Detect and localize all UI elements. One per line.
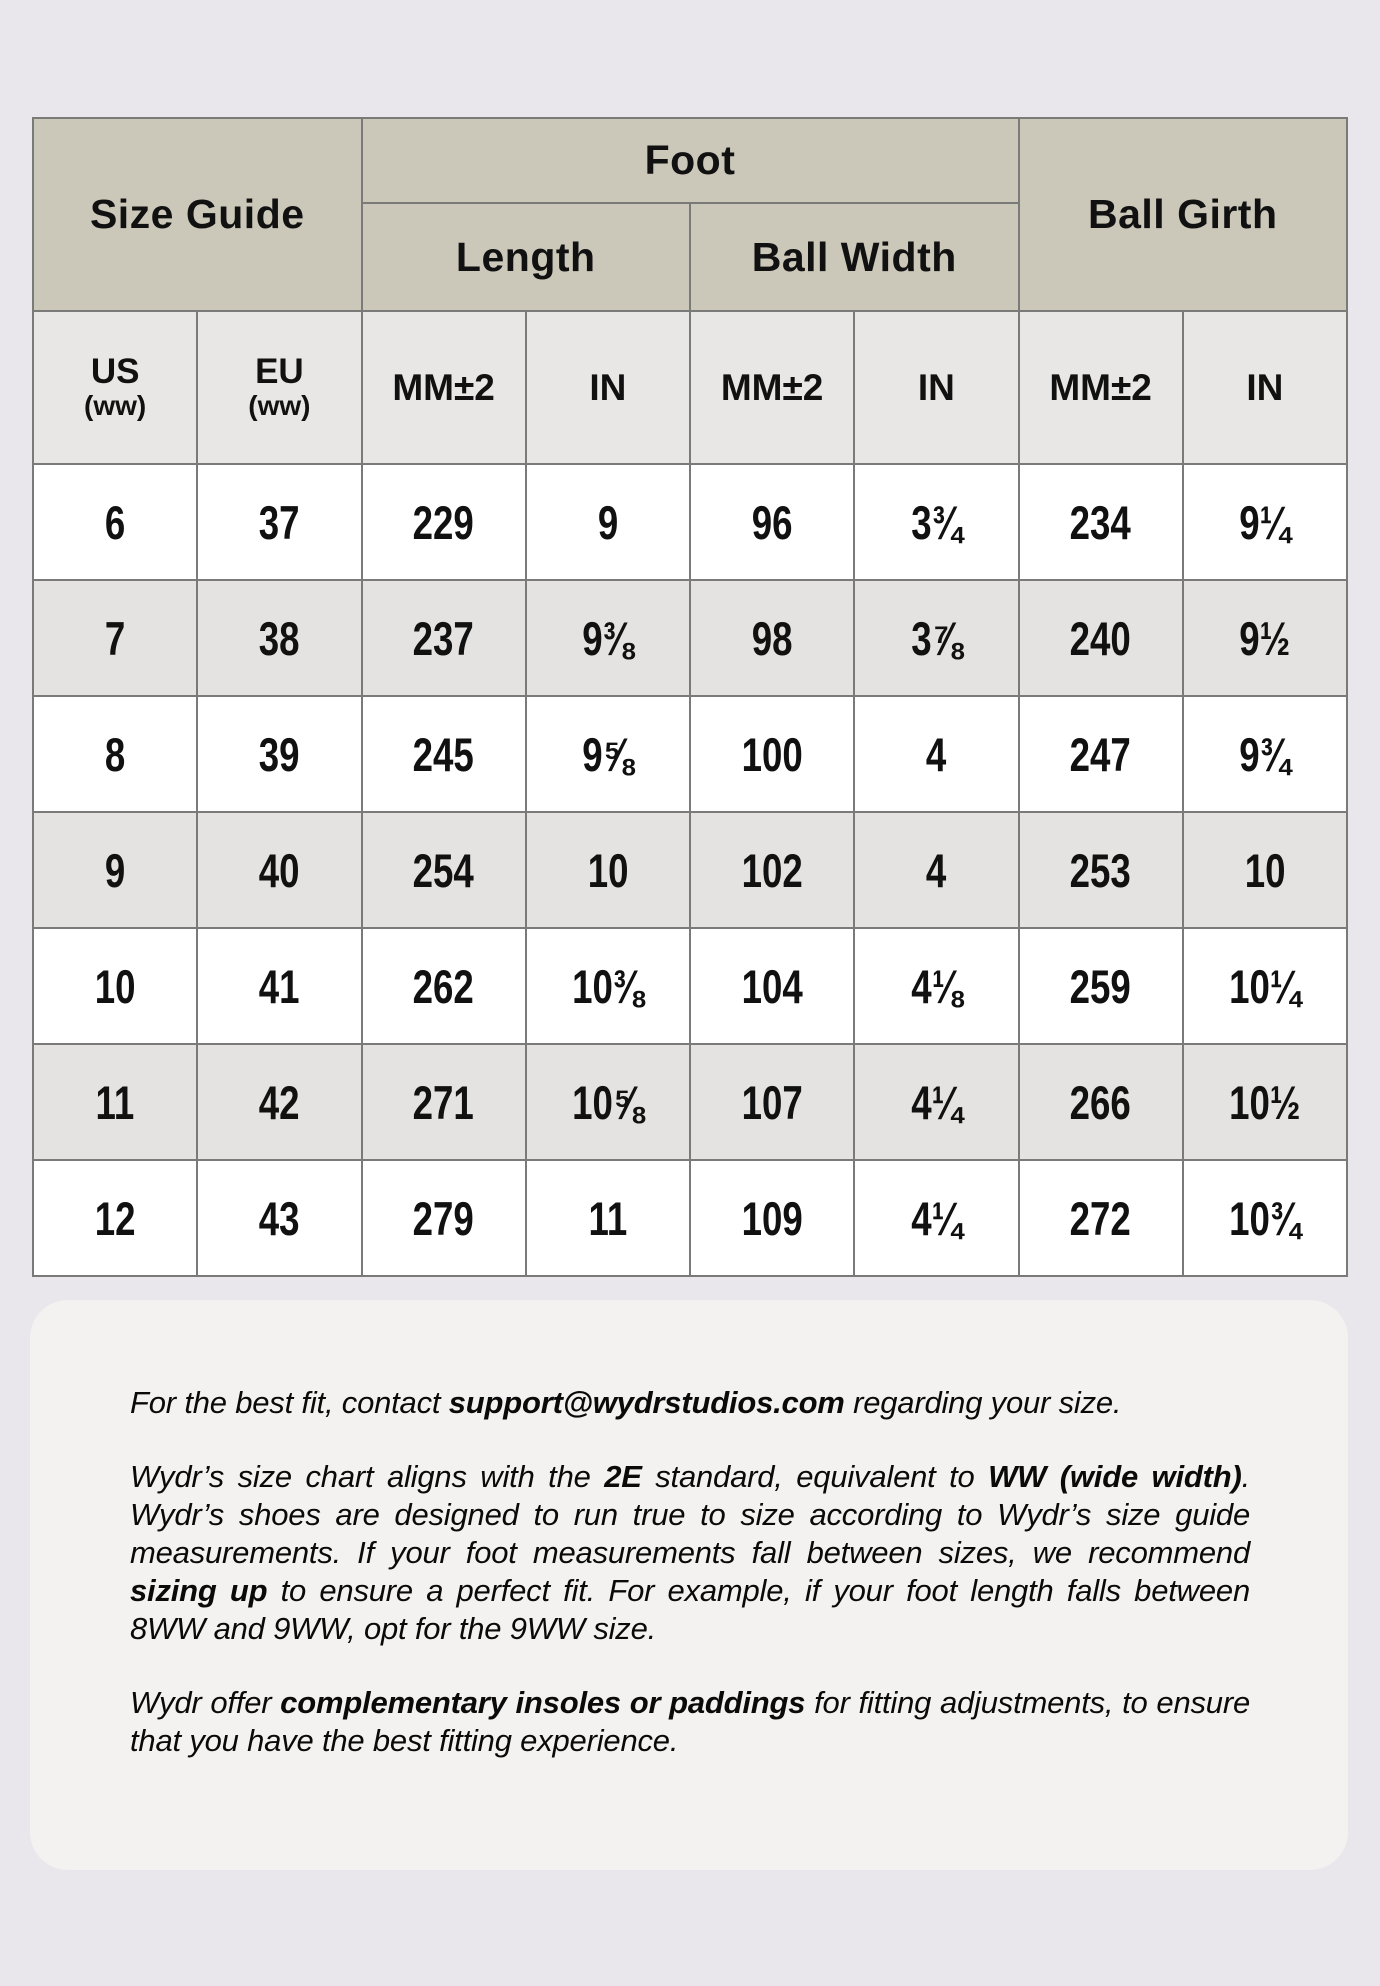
cell-value: 100 [741, 727, 803, 781]
note-text: to ensure a perfect fit. For example, if your foot length falls between 8WW and 9WW, opt for the 9WW size. [130, 1573, 1250, 1646]
length-header: Length [362, 203, 691, 311]
table-row [33, 464, 1347, 580]
table-cell [1183, 928, 1347, 1044]
table-cell [854, 812, 1018, 928]
cell-value: 9¾ [1239, 727, 1291, 781]
table-row [33, 580, 1347, 696]
cell-value: 3⅞ [910, 611, 962, 665]
col-header-ballgirth-mm [1019, 311, 1183, 464]
table-cell [1019, 696, 1183, 812]
table-cell [362, 464, 526, 580]
table-cell [1183, 696, 1347, 812]
cell-value: 4¼ [910, 1191, 962, 1245]
table-cell [362, 580, 526, 696]
col-header-length-in-label: IN [589, 366, 627, 408]
table-cell [526, 464, 690, 580]
col-header-length-in [526, 311, 690, 464]
table-cell [690, 464, 854, 580]
table-cell [33, 580, 197, 696]
col-header-ballwidth-in-label: IN [917, 366, 955, 408]
table-cell [197, 1044, 361, 1160]
table-cell [1183, 1044, 1347, 1160]
table-cell [526, 1160, 690, 1276]
cell-value: 10¾ [1229, 1191, 1301, 1245]
table-cell [33, 696, 197, 812]
cell-value: 10⅜ [572, 959, 644, 1013]
table-cell [854, 928, 1018, 1044]
cell-value: 6 [104, 495, 126, 549]
cell-value: 229 [413, 495, 475, 549]
col-header-eu-label: EU [255, 352, 304, 392]
table-cell [33, 812, 197, 928]
ball-width-header: Ball Width [690, 203, 1019, 311]
table-cell [690, 1160, 854, 1276]
size-guide-header: Size Guide [33, 118, 362, 311]
cell-value: 109 [741, 1191, 803, 1245]
note-text: Wydr offer [130, 1685, 281, 1720]
fit-note-box [30, 1300, 1348, 1870]
cell-value: 10 [587, 843, 629, 897]
cell-value: 245 [413, 727, 475, 781]
col-header-length-mm-label: MM±2 [392, 366, 495, 408]
col-header-ballwidth-in [854, 311, 1018, 464]
table-row [33, 812, 1347, 928]
table-cell [197, 812, 361, 928]
cell-value: 40 [258, 843, 300, 897]
table-cell [690, 928, 854, 1044]
table-cell [33, 928, 197, 1044]
cell-value: 259 [1070, 959, 1132, 1013]
col-header-us-sub: (ww) [84, 390, 147, 421]
cell-value: 4¼ [910, 1075, 962, 1129]
note-bold-text: support@wydrstudios.com [448, 1385, 845, 1420]
table-cell [854, 580, 1018, 696]
col-header-ballwidth-mm [690, 311, 854, 464]
table-cell [1019, 812, 1183, 928]
cell-value: 4 [926, 843, 947, 897]
table-cell [854, 1160, 1018, 1276]
cell-value: 11 [588, 1191, 628, 1245]
cell-value: 4 [926, 727, 947, 781]
note-text: standard, equivalent to [641, 1459, 989, 1494]
table-row [33, 696, 1347, 812]
table-cell [1183, 464, 1347, 580]
cell-value: 272 [1070, 1191, 1132, 1245]
cell-value: 38 [258, 611, 300, 665]
cell-value: 39 [258, 727, 300, 781]
col-header-us-label: US [90, 352, 140, 392]
cell-value: 9 [104, 843, 126, 897]
table-cell [362, 812, 526, 928]
col-header-length-mm [362, 311, 526, 464]
cell-value: 10¼ [1229, 959, 1301, 1013]
cell-value: 9⅜ [582, 611, 634, 665]
table-cell [1183, 812, 1347, 928]
ball-girth-header: Ball Girth [1019, 118, 1348, 311]
table-cell [690, 696, 854, 812]
note-bold-text: 2E [604, 1459, 642, 1494]
table-cell [33, 1160, 197, 1276]
cell-value: 279 [413, 1191, 475, 1245]
cell-value: 9¼ [1239, 495, 1291, 549]
cell-value: 253 [1070, 843, 1132, 897]
cell-value: 240 [1070, 611, 1132, 665]
cell-value: 104 [741, 959, 803, 1013]
table-cell [1183, 1160, 1347, 1276]
table-cell [526, 812, 690, 928]
cell-value: 107 [741, 1075, 803, 1129]
size-guide-table [32, 117, 1348, 1277]
col-header-eu [197, 311, 361, 464]
table-cell [854, 696, 1018, 812]
table-cell [33, 1044, 197, 1160]
table-cell [526, 696, 690, 812]
table-cell [526, 1044, 690, 1160]
cell-value: 266 [1070, 1075, 1132, 1129]
note-text: . Wydr’s shoes are designed to run true to size according to Wydr’s size guide measurements. If your foot measurements fall between sizes, we recommend [130, 1459, 1250, 1570]
col-header-ballgirth-mm-label: MM±2 [1049, 366, 1152, 408]
col-header-ballwidth-mm-label: MM±2 [720, 366, 824, 408]
col-header-us [33, 311, 197, 464]
cell-value: 271 [413, 1075, 475, 1129]
note-text: Wydr’s size chart aligns with the [130, 1459, 605, 1494]
table-row [33, 928, 1347, 1044]
table-cell [1019, 1044, 1183, 1160]
table-cell [690, 812, 854, 928]
cell-value: 8 [104, 727, 126, 781]
table-cell [1183, 580, 1347, 696]
cell-value: 9 [597, 495, 619, 549]
cell-value: 9⅝ [582, 727, 634, 781]
table-cell [362, 928, 526, 1044]
table-cell [1019, 580, 1183, 696]
note-text: For the best fit, contact [130, 1385, 449, 1420]
table-cell [197, 696, 361, 812]
cell-value: 43 [258, 1191, 300, 1245]
table-cell [690, 580, 854, 696]
cell-value: 234 [1070, 495, 1132, 549]
col-header-ballgirth-in [1183, 311, 1347, 464]
col-header-eu-sub: (ww) [248, 390, 311, 421]
cell-value: 10½ [1229, 1075, 1301, 1129]
note-bold-text: sizing up [130, 1573, 268, 1608]
note-bold-text: WW (wide width) [988, 1459, 1242, 1494]
table-cell [197, 464, 361, 580]
table-cell [362, 696, 526, 812]
col-header-ballgirth-in-label: IN [1246, 366, 1284, 408]
note-text: regarding your size. [844, 1385, 1122, 1420]
cell-value: 10⅝ [572, 1075, 644, 1129]
note-paragraph [130, 1384, 1250, 1422]
cell-value: 98 [751, 611, 793, 665]
size-table-body [33, 464, 1347, 1276]
table-cell [1019, 1160, 1183, 1276]
cell-value: 12 [94, 1191, 136, 1245]
cell-value: 41 [258, 959, 300, 1013]
cell-value: 7 [104, 611, 126, 665]
table-cell [362, 1044, 526, 1160]
table-cell [197, 580, 361, 696]
table-row [33, 1160, 1347, 1276]
cell-value: 96 [751, 495, 793, 549]
table-cell [854, 464, 1018, 580]
cell-value: 254 [413, 843, 475, 897]
note-paragraph [130, 1458, 1250, 1648]
note-paragraph [130, 1684, 1250, 1760]
table-cell [1019, 928, 1183, 1044]
table-cell [526, 580, 690, 696]
table-row [33, 1044, 1347, 1160]
cell-value: 37 [258, 495, 300, 549]
cell-value: 237 [413, 611, 475, 665]
foot-header: Foot [362, 118, 1019, 203]
cell-value: 42 [258, 1075, 300, 1129]
cell-value: 3¾ [910, 495, 962, 549]
cell-value: 11 [95, 1075, 135, 1129]
note-text: for fitting adjustments, to ensure that you have the best fitting experience. [130, 1685, 1250, 1758]
cell-value: 10 [94, 959, 136, 1013]
table-cell [854, 1044, 1018, 1160]
table-cell [526, 928, 690, 1044]
table-cell [1019, 464, 1183, 580]
cell-value: 9½ [1239, 611, 1291, 665]
table-cell [33, 464, 197, 580]
note-bold-text: complementary insoles or paddings [280, 1685, 806, 1720]
table-cell [362, 1160, 526, 1276]
cell-value: 4⅛ [910, 959, 962, 1013]
cell-value: 102 [741, 843, 803, 897]
table-cell [197, 1160, 361, 1276]
cell-value: 10 [1244, 843, 1286, 897]
table-cell [197, 928, 361, 1044]
table-cell [690, 1044, 854, 1160]
cell-value: 262 [413, 959, 475, 1013]
cell-value: 247 [1070, 727, 1132, 781]
